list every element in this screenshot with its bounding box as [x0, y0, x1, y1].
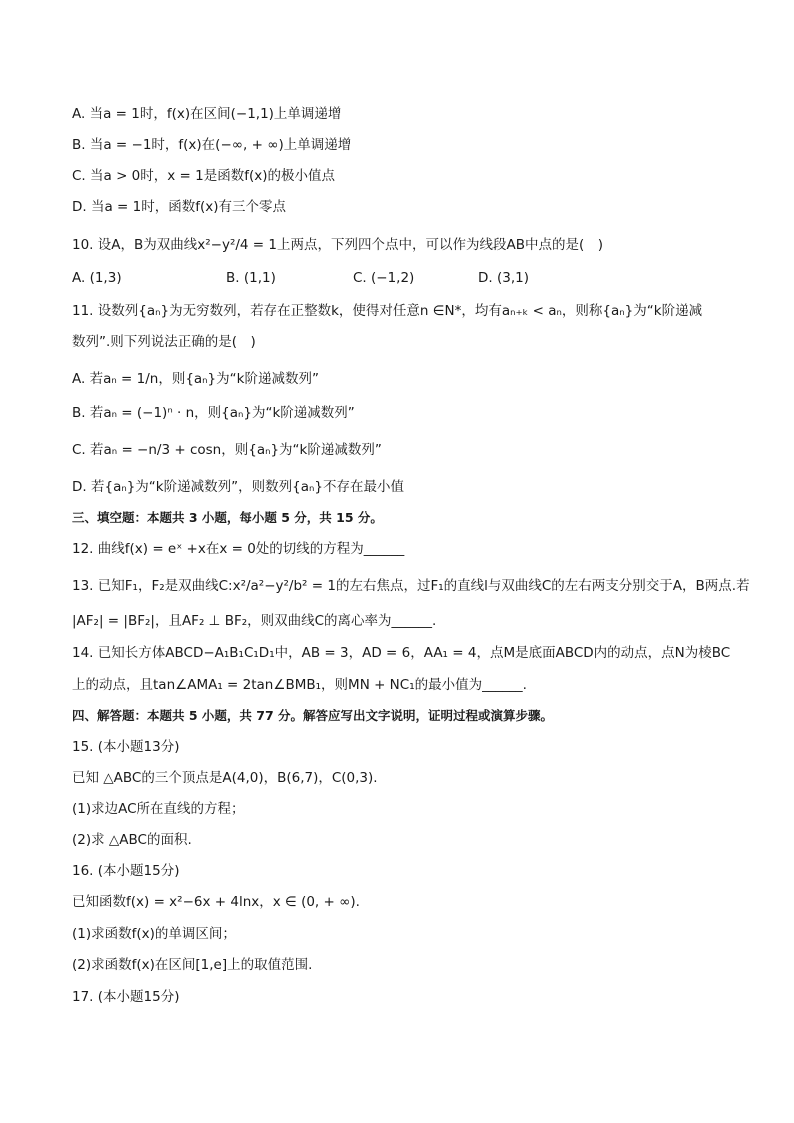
q11-option-c: C. 若aₙ = −n/3 + cosn，则{aₙ}为“k阶递减数列”	[72, 442, 382, 458]
q16-part1: (1)求函数f(x)的单调区间；	[72, 926, 236, 942]
q16-part2: (2)求函数f(x)在区间[1,e]上的取值范围.	[72, 957, 313, 973]
q14-line1: 14. 已知长方体ABCD−A₁B₁C₁D₁中，AB = 3，AD = 6，AA₁ = 4，点M是底面ABCD内的动点，点N为棱BC	[72, 645, 731, 661]
q10-option-d: D. (3,1)	[478, 270, 529, 286]
q9-option-c: C. 当a > 0时，x = 1是函数f(x)的极小值点	[72, 168, 336, 184]
q12: 12. 曲线f(x) = eˣ +x在x = 0处的切线的方程为______	[72, 541, 405, 557]
q9-option-b: B. 当a = −1时，f(x)在(−∞, + ∞)上单调递增	[72, 137, 352, 153]
q9-option-a: A. 当a = 1时，f(x)在区间(−1,1)上单调递增	[72, 106, 342, 122]
q13-line2: |AF₂| = |BF₂|，且AF₂ ⊥ BF₂，则双曲线C的离心率为______.	[72, 613, 437, 629]
q16-stem: 已知函数f(x) = x²−6x + 4lnx，x ∈ (0, + ∞).	[72, 894, 360, 910]
q15-part2: (2)求 △ABC的面积.	[72, 832, 192, 848]
q17-title: 17. (本小题15分)	[72, 989, 180, 1005]
q13-line1: 13. 已知F₁，F₂是双曲线C:x²/a²−y²/b² = 1的左右焦点，过F₁的直线l与双曲线C的左右两支分别交于A，B两点.若	[72, 578, 750, 594]
q10-stem: 10. 设A，B为双曲线x²−y²/4 = 1上两点，下列四个点中，可以作为线段AB中点的是( )	[72, 237, 604, 253]
q15-stem: 已知 △ABC的三个顶点是A(4,0)，B(6,7)，C(0,3).	[72, 770, 378, 786]
q11-option-b: B. 若aₙ = (−1)ⁿ · n，则{aₙ}为“k阶递减数列”	[72, 405, 355, 421]
q11-stem-line2: 数列”.则下列说法正确的是( )	[72, 334, 256, 350]
q11-stem-line1: 11. 设数列{aₙ}为无穷数列，若存在正整数k，使得对任意n ∈N*，均有aₙ₊ₖ < aₙ，则称{aₙ}为“k阶递减	[72, 303, 703, 319]
q11-option-d: D. 若{aₙ}为“k阶递减数列”，则数列{aₙ}不存在最小值	[72, 479, 404, 495]
section-3-heading: 三、填空题：本题共 3 小题，每小题 5 分，共 15 分。	[72, 510, 383, 525]
q14-line2: 上的动点，且tan∠AMA₁ = 2tan∠BMB₁，则MN + NC₁的最小值为______.	[72, 677, 527, 693]
q10-option-a: A. (1,3)	[72, 270, 122, 286]
q15-part1: (1)求边AC所在直线的方程；	[72, 801, 245, 817]
q11-option-a: A. 若aₙ = 1/n，则{aₙ}为“k阶递减数列”	[72, 371, 319, 387]
section-4-heading: 四、解答题：本题共 5 小题，共 77 分。解答应写出文字说明，证明过程或演算步骤。	[72, 708, 554, 723]
q16-title: 16. (本小题15分)	[72, 863, 180, 879]
q10-option-b: B. (1,1)	[226, 270, 276, 286]
q10-option-c: C. (−1,2)	[353, 270, 415, 286]
q15-title: 15. (本小题13分)	[72, 739, 180, 755]
q9-option-d: D. 当a = 1时，函数f(x)有三个零点	[72, 199, 287, 215]
